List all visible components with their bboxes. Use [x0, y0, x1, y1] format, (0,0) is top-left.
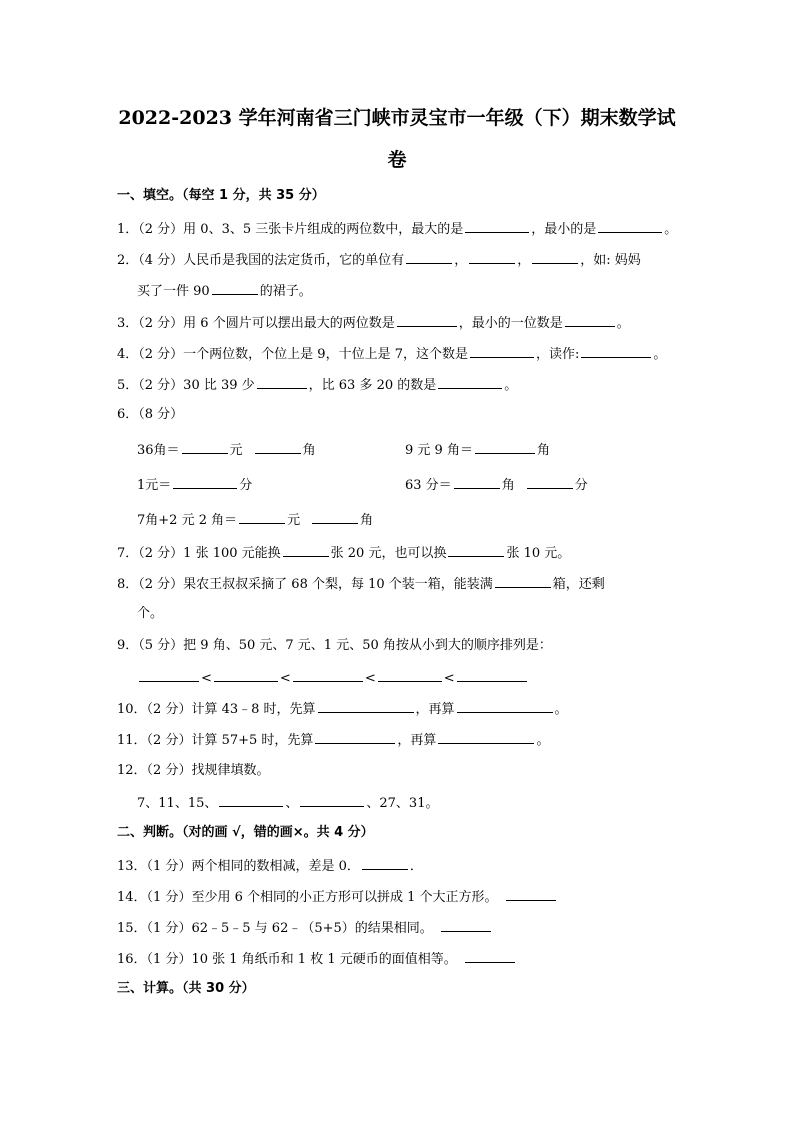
section-calculation-heading: 三、计算。（共 30 分）	[117, 981, 255, 996]
question-6: 6．（8 分）	[117, 407, 184, 422]
answer-blank[interactable]	[565, 313, 615, 327]
answer-blank[interactable]	[182, 440, 228, 454]
answer-blank[interactable]	[312, 510, 358, 524]
answer-blank[interactable]	[219, 793, 283, 807]
exam-title-line2: 卷	[387, 149, 407, 171]
answer-blank[interactable]	[315, 730, 395, 744]
question-6-item-a: 36角＝ 元 角	[137, 440, 316, 460]
answer-blank[interactable]	[465, 949, 515, 963]
answer-blank[interactable]	[300, 793, 364, 807]
question-12-sequence: 7、11、15、 、 、27、31。	[137, 793, 438, 813]
question-15: 15．（1 分）62﹣5﹣5 与 62﹣（5+5）的结果相同。	[117, 918, 493, 938]
answer-blank[interactable]	[438, 730, 534, 744]
question-7: 7．（2 分）1 张 100 元能换 张 20 元，也可以换 张 10 元。	[117, 543, 570, 563]
answer-blank[interactable]	[448, 543, 504, 557]
answer-blank[interactable]	[212, 281, 258, 295]
answer-blank[interactable]	[173, 475, 237, 489]
question-6-item-c: 1元＝ 分	[137, 475, 252, 495]
answer-blank[interactable]	[406, 250, 452, 264]
answer-blank[interactable]	[214, 668, 278, 682]
answer-blank[interactable]	[469, 250, 515, 264]
answer-blank[interactable]	[495, 574, 551, 588]
question-3: 3．（2 分）用 6 个圆片可以摆出最大的两位数是 ，最小的一位数是 。	[117, 313, 630, 333]
answer-blank[interactable]	[397, 313, 457, 327]
answer-blank[interactable]	[362, 856, 408, 870]
answer-blank[interactable]	[239, 510, 285, 524]
question-5: 5．（2 分）30 比 39 少 ，比 63 多 20 的数是 。	[117, 375, 517, 395]
answer-blank[interactable]	[527, 475, 573, 489]
question-10: 10．（2 分）计算 43﹣8 时，先算 ，再算 。	[117, 699, 568, 719]
answer-blank[interactable]	[506, 887, 556, 901]
answer-blank[interactable]	[598, 219, 662, 233]
answer-blank[interactable]	[255, 440, 301, 454]
question-6-item-e: 7角+2 元 2 角＝ 元 角	[137, 510, 373, 530]
question-1: 1．（2 分）用 0、3、5 三张卡片组成的两位数中，最大的是 ，最小的是 。	[117, 219, 677, 239]
answer-blank[interactable]	[438, 375, 502, 389]
question-12: 12．（2 分）找规律填数。	[117, 763, 270, 778]
answer-blank[interactable]	[581, 344, 651, 358]
question-2: 2．（4 分）人民币是我国的法定货币，它的单位有 ， ， ，如: 妈妈	[117, 250, 641, 270]
answer-blank[interactable]	[457, 668, 527, 682]
answer-blank[interactable]	[470, 344, 534, 358]
answer-blank[interactable]	[475, 440, 535, 454]
answer-blank[interactable]	[441, 918, 491, 932]
answer-blank[interactable]	[283, 543, 329, 557]
section-true-false-heading: 二、判断。（对的画 √，错的画×。共 4 分）	[117, 825, 374, 840]
question-8: 8．（2 分）果农王叔叔采摘了 68 个梨，每 10 个装一箱，能装满 箱，还剩	[117, 574, 605, 594]
question-6-item-d: 63 分＝ 角 分	[405, 475, 588, 495]
question-4: 4．（2 分）一个两位数，个位上是 9，十位上是 7，这个数是 ，读作: 。	[117, 344, 666, 364]
question-8-continued: 个。	[137, 606, 164, 621]
answer-blank[interactable]	[378, 668, 442, 682]
answer-blank[interactable]	[454, 475, 500, 489]
answer-blank[interactable]	[139, 668, 199, 682]
answer-blank[interactable]	[318, 699, 414, 713]
question-13: 13．（1 分）两个相同的数相减，差是 0． ．	[117, 856, 423, 876]
question-11: 11．（2 分）计算 57+5 时，先算 ，再算 。	[117, 730, 549, 750]
section-fill-in-heading: 一、填空。（每空 1 分，共 35 分）	[117, 188, 325, 203]
answer-blank[interactable]	[532, 250, 578, 264]
question-16: 16．（1 分）10 张 1 角纸币和 1 枚 1 元硬币的面值相等。	[117, 949, 517, 969]
answer-blank[interactable]	[293, 668, 363, 682]
question-14: 14．（1 分）至少用 6 个相同的小正方形可以拼成 1 个大正方形。	[117, 887, 558, 907]
answer-blank[interactable]	[465, 219, 529, 233]
answer-blank[interactable]	[257, 375, 307, 389]
question-6-item-b: 9 元 9 角＝ 角	[405, 440, 550, 460]
question-9-answer-row: < < < <	[137, 668, 529, 688]
question-2-continued: 买了一件 90 的裙子。	[137, 281, 312, 301]
question-9: 9．（5 分）把 9 角、50 元、7 元、1 元、50 角按从小到大的顺序排列是：	[117, 638, 552, 653]
answer-blank[interactable]	[457, 699, 553, 713]
exam-title-line1: 2022-2023 学年河南省三门峡市灵宝市一年级（下）期末数学试	[118, 107, 676, 129]
